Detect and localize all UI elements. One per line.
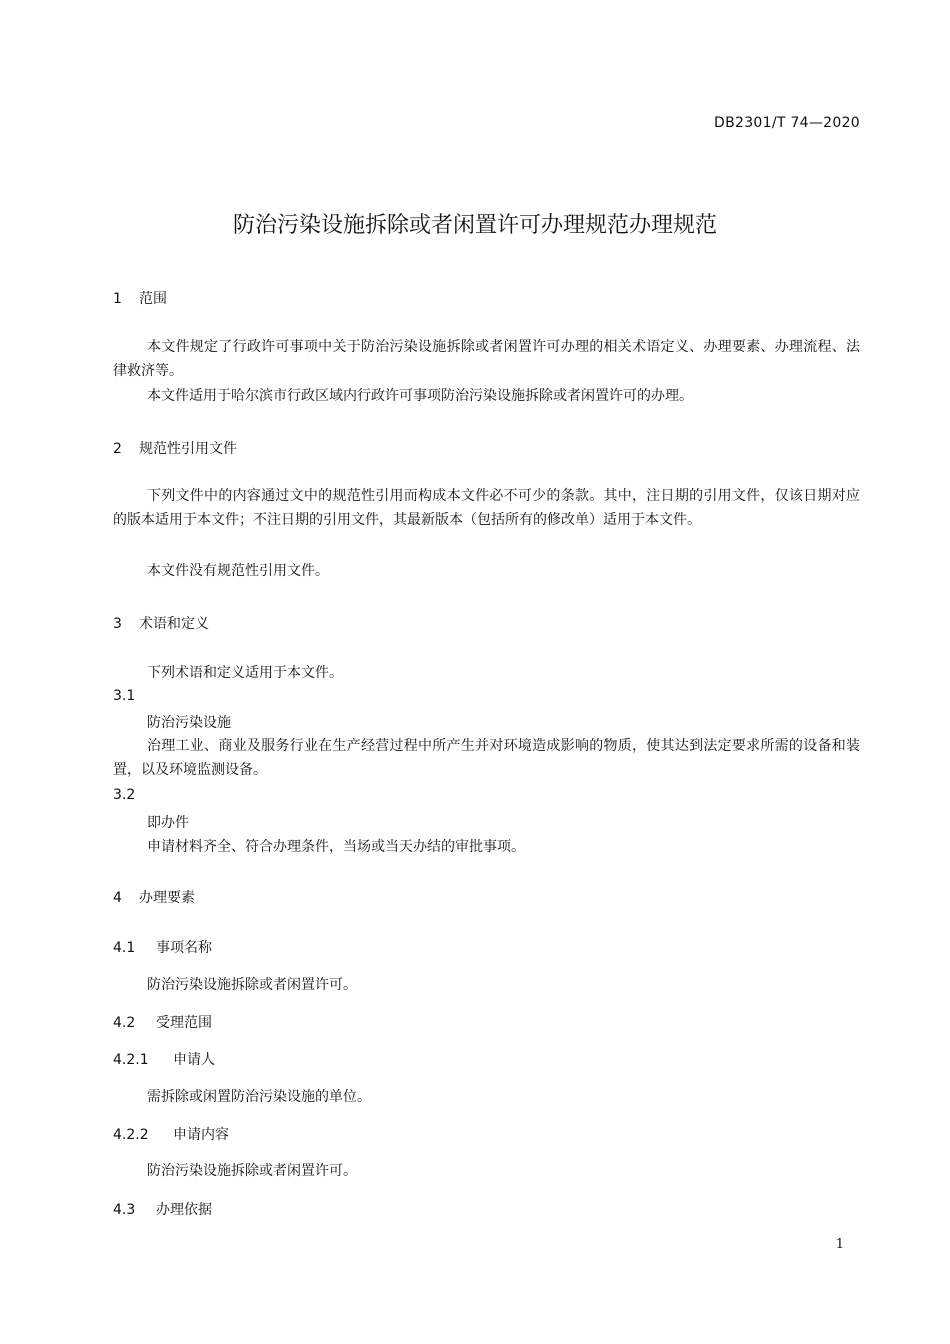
section-4-2-1-text: 需拆除或闲置防治污染设施的单位。 [147,1089,371,1105]
section-title: 受理范围 [156,1015,212,1031]
section-number: 3 [113,616,122,632]
section-title: 术语和定义 [139,616,209,632]
section-title: 办理要素 [139,890,195,906]
section-4-3-heading [113,1199,212,1219]
term-3-1-definition: 治理工业、商业及服务行业在生产经营过程中所产生并对环境造成影响的物质，使其达到法定要求所需的设备和装置，以及环境监测设备。 [113,738,860,778]
section-title: 事项名称 [156,940,212,956]
section-number: 2 [113,441,122,457]
section-2-heading [113,438,237,458]
section-number: 4 [113,890,122,906]
section-number: 1 [113,291,122,307]
section-1-paragraph-1: 本文件规定了行政许可事项中关于防治污染设施拆除或者闲置许可办理的相关术语定义、办理要素、办理流程、法律救济等。 [113,339,860,379]
section-number: 4.2.2 [113,1127,149,1143]
section-4-2-1-heading [113,1049,215,1069]
section-1-paragraph-2: 本文件适用于哈尔滨市行政区域内行政许可事项防治污染设施拆除或者闲置许可的办理。 [147,388,693,404]
term-3-1-name: 防治污染设施 [147,715,231,731]
section-4-2-2-text: 防治污染设施拆除或者闲置许可。 [147,1163,357,1179]
section-title: 规范性引用文件 [139,441,237,457]
term-3-2-definition: 申请材料齐全、符合办理条件，当场或当天办结的审批事项。 [147,839,525,855]
term-3-1-number: 3.1 [113,688,136,704]
section-2-paragraph-2: 本文件没有规范性引用文件。 [147,563,329,579]
standard-code: DB2301/T 74—2020 [714,115,860,131]
section-number: 4.1 [113,940,136,956]
section-title: 申请内容 [173,1127,229,1143]
section-number: 4.2 [113,1015,136,1031]
section-1-heading [113,288,167,308]
page-number: 1 [835,1237,844,1252]
section-number: 4.3 [113,1202,136,1218]
section-4-2-2-heading [113,1124,229,1144]
section-4-1-text: 防治污染设施拆除或者闲置许可。 [147,977,357,993]
section-4-1-heading [113,937,212,957]
section-3-intro: 下列术语和定义适用于本文件。 [147,665,343,681]
section-title: 办理依据 [156,1202,212,1218]
term-3-2-name: 即办件 [147,815,189,831]
section-title: 申请人 [173,1052,215,1068]
section-4-2-heading [113,1012,212,1032]
term-3-2-number: 3.2 [113,787,136,803]
document-title: 防治污染设施拆除或者闲置许可办理规范办理规范 [232,213,717,238]
section-3-heading [113,613,209,633]
section-number: 4.2.1 [113,1052,149,1068]
section-4-heading [113,887,195,907]
section-2-paragraph-1: 下列文件中的内容通过文中的规范性引用而构成本文件必不可少的条款。其中，注日期的引用文件，仅该日期对应的版本适用于本文件；不注日期的引用文件，其最新版本（包括所有的修改单）适用于本文件。 [113,488,860,528]
section-title: 范围 [139,291,167,307]
